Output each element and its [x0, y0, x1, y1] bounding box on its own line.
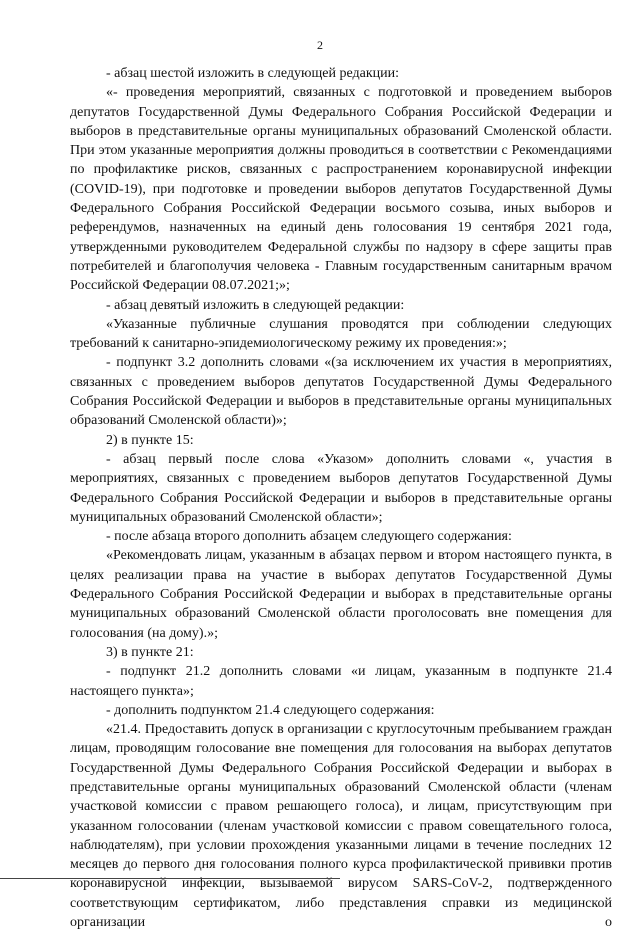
paragraph-subclause-3-2: - подпункт 3.2 дополнить словами «(за исключением их участия в мероприятиях, связанных с проведением выборов депутатов Государственной Думы Федерального Собрания Российской Федерации и выборов в представительные органы муниципальных образований Смоленской области)»; [70, 355, 612, 429]
page-number: 2 [317, 38, 323, 52]
paragraph-public-hearings-text: «Указанные публичные слушания проводятся при соблюдении следующих требований к санитарно-эпидемиологическому режиму их проведения:»; [70, 316, 612, 352]
paragraph-home-voting-recommendation: «Рекомендовать лицам, указанным в абзацах первом и втором настоящего пункта, в целях реализации права на участие в выборах депутатов Государственной Думы Федерального Собрания Российской Федерации и выборах в представительные органы муниципальных образований Смоленской области проголосовать вне помещения для голосования (на дому).»; [70, 548, 612, 641]
paragraph-add-subclause-21-4-intro: - дополнить подпунктом 21.4 следующего содержания: [106, 702, 435, 718]
paragraph-item-21-heading: 3) в пункте 21: [106, 644, 194, 660]
paragraph-amend-ninth-clause-intro: - абзац девятый изложить в следующей редакции: [106, 297, 405, 313]
paragraph-election-events-text: «- проведения мероприятий, связанных с подготовкой и проведением выборов депутатов Государственной Думы Федерального Собрания Российской Федерации и выборов в представительные органы муниципальных образований Смоленской области. При этом указанные мероприятия должны проводиться в соответствии с Рекомендациями по профилактике рисков, связанных с распространением коронавирусной инфекции (COVID-19), при подготовке и проведении выборов депутатов Государственной Думы Федерального Собрания Российской Федерации восьмого созыва, иных выборов и референдумов, назначенных на единый день голосования 19 сентября 2021 года, утвержденными руководителем Федеральной службы по надзору в сфере защиты прав потребителей и благополучия человека - Главным государственным санитарным врачом Российской Федерации 08.07.2021;»; [70, 85, 612, 294]
footer-divider [0, 878, 340, 879]
paragraph-amend-sixth-clause-intro: - абзац шестой изложить в следующей редакции: [106, 66, 399, 81]
paragraph-subclause-21-2: - подпункт 21.2 дополнить словами «и лицам, указанным в подпункте 21.4 настоящего пункта»; [70, 664, 612, 699]
paragraph-item-15-add-clause-intro: - после абзаца второго дополнить абзацем следующего содержания: [106, 529, 512, 545]
paragraph-item-15-heading: 2) в пункте 15: [106, 432, 194, 448]
paragraph-item-15-first-clause: - абзац первый после слова «Указом» дополнить словами «, участия в мероприятиях, связанных с проведением выборов депутатов Государственной Думы Федерального Собрания Российской Федерации и выборов в представительные органы муниципальных образований Смоленской области»; [70, 451, 612, 525]
paragraph-subclause-21-4-text: «21.4. Предоставить допуск в организации с круглосуточным пребыванием граждан лицам, проводящим голосование вне помещения для голосования на выборах депутатов Государственной Думы Федерального Собрания Российской Федерации и выборах в представительные органы муниципальных образований Смоленской области (членам участковой комиссии с правом решающего голоса), и лицам, присутствующим при указанном голосовании (членам участковой комиссии с правом совещательного голоса, наблюдателям), при условии прохождения указанными лицами в течение последних 12 месяцев до первого дня голосования полного курса профилактической прививки против коронавирусной инфекции, вызываемой вирусом SARS-CoV-2, подтвержденного соответствующим сертификатом, либо представления справки из медицинской организации о [70, 722, 612, 931]
document-body [70, 64, 612, 932]
